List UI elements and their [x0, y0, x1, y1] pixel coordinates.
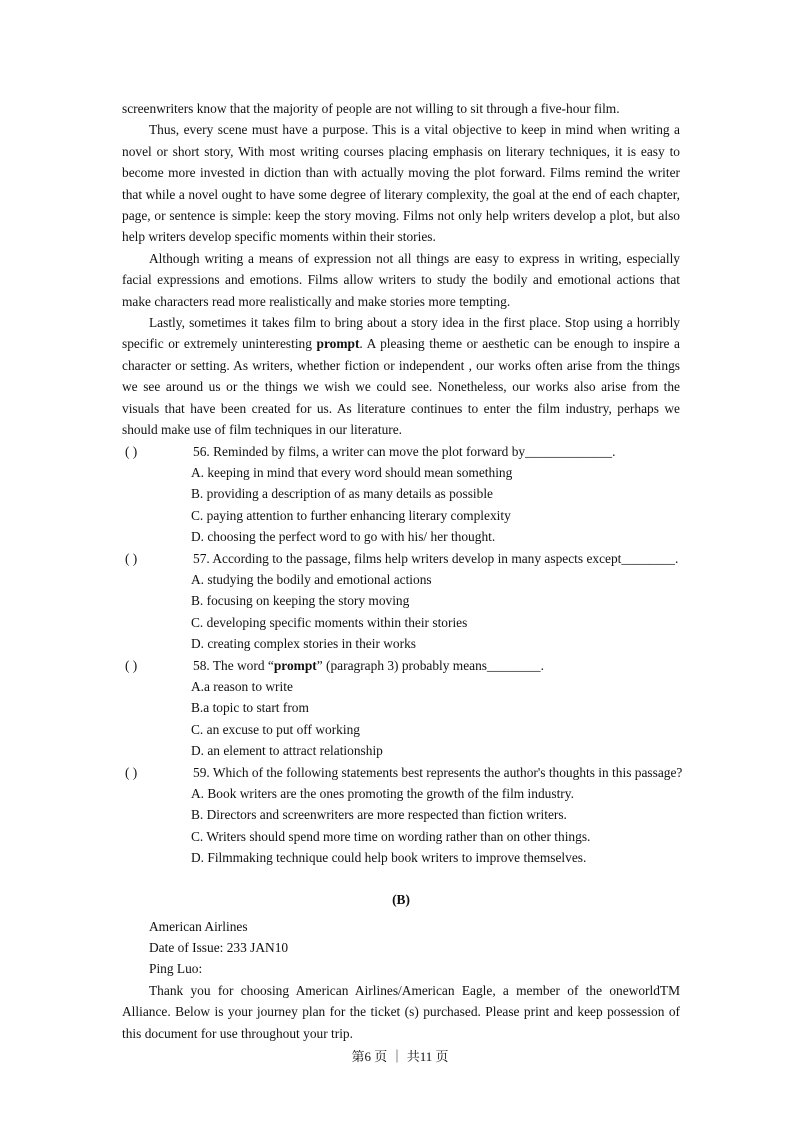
question-59-option-a: A. Book writers are the ones promoting the growth of the film industry. [191, 786, 574, 801]
question-57-option-c: C. developing specific moments within their stories [191, 614, 468, 630]
question-57-option-b: B. focusing on keeping the story moving [191, 593, 410, 609]
question-58-stem-post: ” (paragraph 3) probably means________. [316, 657, 544, 673]
question-56-option-a: A. keeping in mind that every word should mean something [191, 464, 513, 480]
question-59-stem: 59. Which of the following statements best represents the author's thoughts in this passage? [193, 764, 683, 780]
question-56-option-b: B. providing a description of as many details as possible [191, 486, 493, 502]
question-57-option-d: D. creating complex stories in their works [191, 636, 416, 652]
question-59-option-b: B. Directors and screenwriters are more respected than fiction writers. [191, 807, 567, 823]
question-58 [122, 655, 680, 762]
question-57-option-a: A. studying the bodily and emotional actions [191, 571, 432, 587]
passage-paragraph-2: Although writing a means of expression not all things are easy to express in writing, especially facial expressions and emotions. Films allow writers to study the bodily and emotional actions that make characters read more realistically and make stories more tempting. [122, 250, 680, 309]
question-58-keyword: prompt [273, 657, 317, 673]
question-56-option-d: D. choosing the perfect word to go with his/ her thought. [191, 529, 496, 545]
question-59-option-c: C. Writers should spend more time on wording rather than on other things. [191, 828, 591, 844]
section-b-heading: (B) [392, 891, 410, 907]
question-58-option-b: B.a topic to start from [191, 700, 309, 716]
passenger-name: Ping Luo: [149, 961, 203, 977]
question-59-option-d: D. Filmmaking technique could help book writers to improve themselves. [191, 850, 587, 866]
paragraph-3-text-b: . A pleasing theme or aesthetic can be enough to inspire a character or setting. As writers, whether fiction or independent , our works often arise from the things we see around us or the things we wish we could see. Nonetheless, our works also arise from the visuals that have been created for us. As literature continues to enter the film industry, perhaps we should make use of film techniques in our literature. [122, 336, 680, 438]
date-of-issue: Date of Issue: 233 JAN10 [149, 940, 289, 956]
answer-blank-57[interactable]: ( ) [125, 550, 138, 566]
passage-paragraph-0: screenwriters know that the majority of people are not willing to sit through a five-hour film. [122, 101, 620, 116]
question-58-option-c: C. an excuse to put off working [191, 721, 360, 737]
passage-paragraph-3 [122, 312, 680, 440]
question-56-stem: 56. Reminded by films, a writer can move the plot forward by_____________. [193, 443, 616, 459]
answer-blank-56[interactable]: ( ) [125, 443, 138, 459]
question-58-option-d: D. an element to attract relationship [191, 743, 383, 759]
question-58-stem [193, 658, 544, 673]
answer-blank-59[interactable]: ( ) [125, 764, 138, 780]
question-57 [122, 548, 680, 655]
prompt-keyword: prompt [316, 336, 360, 352]
answer-blank-58[interactable]: ( ) [125, 657, 138, 673]
question-58-option-a: A.a reason to write [191, 678, 293, 694]
question-58-stem-pre: 58. The word “ [193, 657, 274, 673]
question-57-stem: 57. According to the passage, films help writers develop in many aspects except________. [193, 550, 679, 566]
question-59 [122, 762, 683, 869]
question-56 [122, 441, 680, 548]
ticket-note-paragraph: Thank you for choosing American Airlines/American Eagle, a member of the oneworldTM Alliance. Below is your journey plan for the ticket (s) purchased. Please print and keep possession of this document for use throughout your trip. [122, 982, 680, 1041]
question-56-option-c: C. paying attention to further enhancing literary complexity [191, 507, 511, 523]
airline-name: American Airlines [149, 918, 248, 934]
exam-page [122, 98, 683, 1044]
page-footer: 第6 页 ｜ 共11 页 [351, 1049, 449, 1064]
paragraph-3-text-a: Lastly, sometimes it takes film to bring about a story idea in the first place. Stop using a horribly specific or extremely uninteresting [122, 315, 680, 352]
passage-paragraph-1: Thus, every scene must have a purpose. This is a vital objective to keep in mind when writing a novel or short story, With most writing courses placing emphasis on literary techniques, it is easy to become more invested in diction than with actually moving the plot forward. Films remind the writer that while a novel ought to have some degree of literary complexity, the goal at the end of each chapter, page, or sentence is simple: keep the story moving. Films not only help writers develop a plot, but also help writers develop specific moments within their stories. [122, 122, 680, 245]
